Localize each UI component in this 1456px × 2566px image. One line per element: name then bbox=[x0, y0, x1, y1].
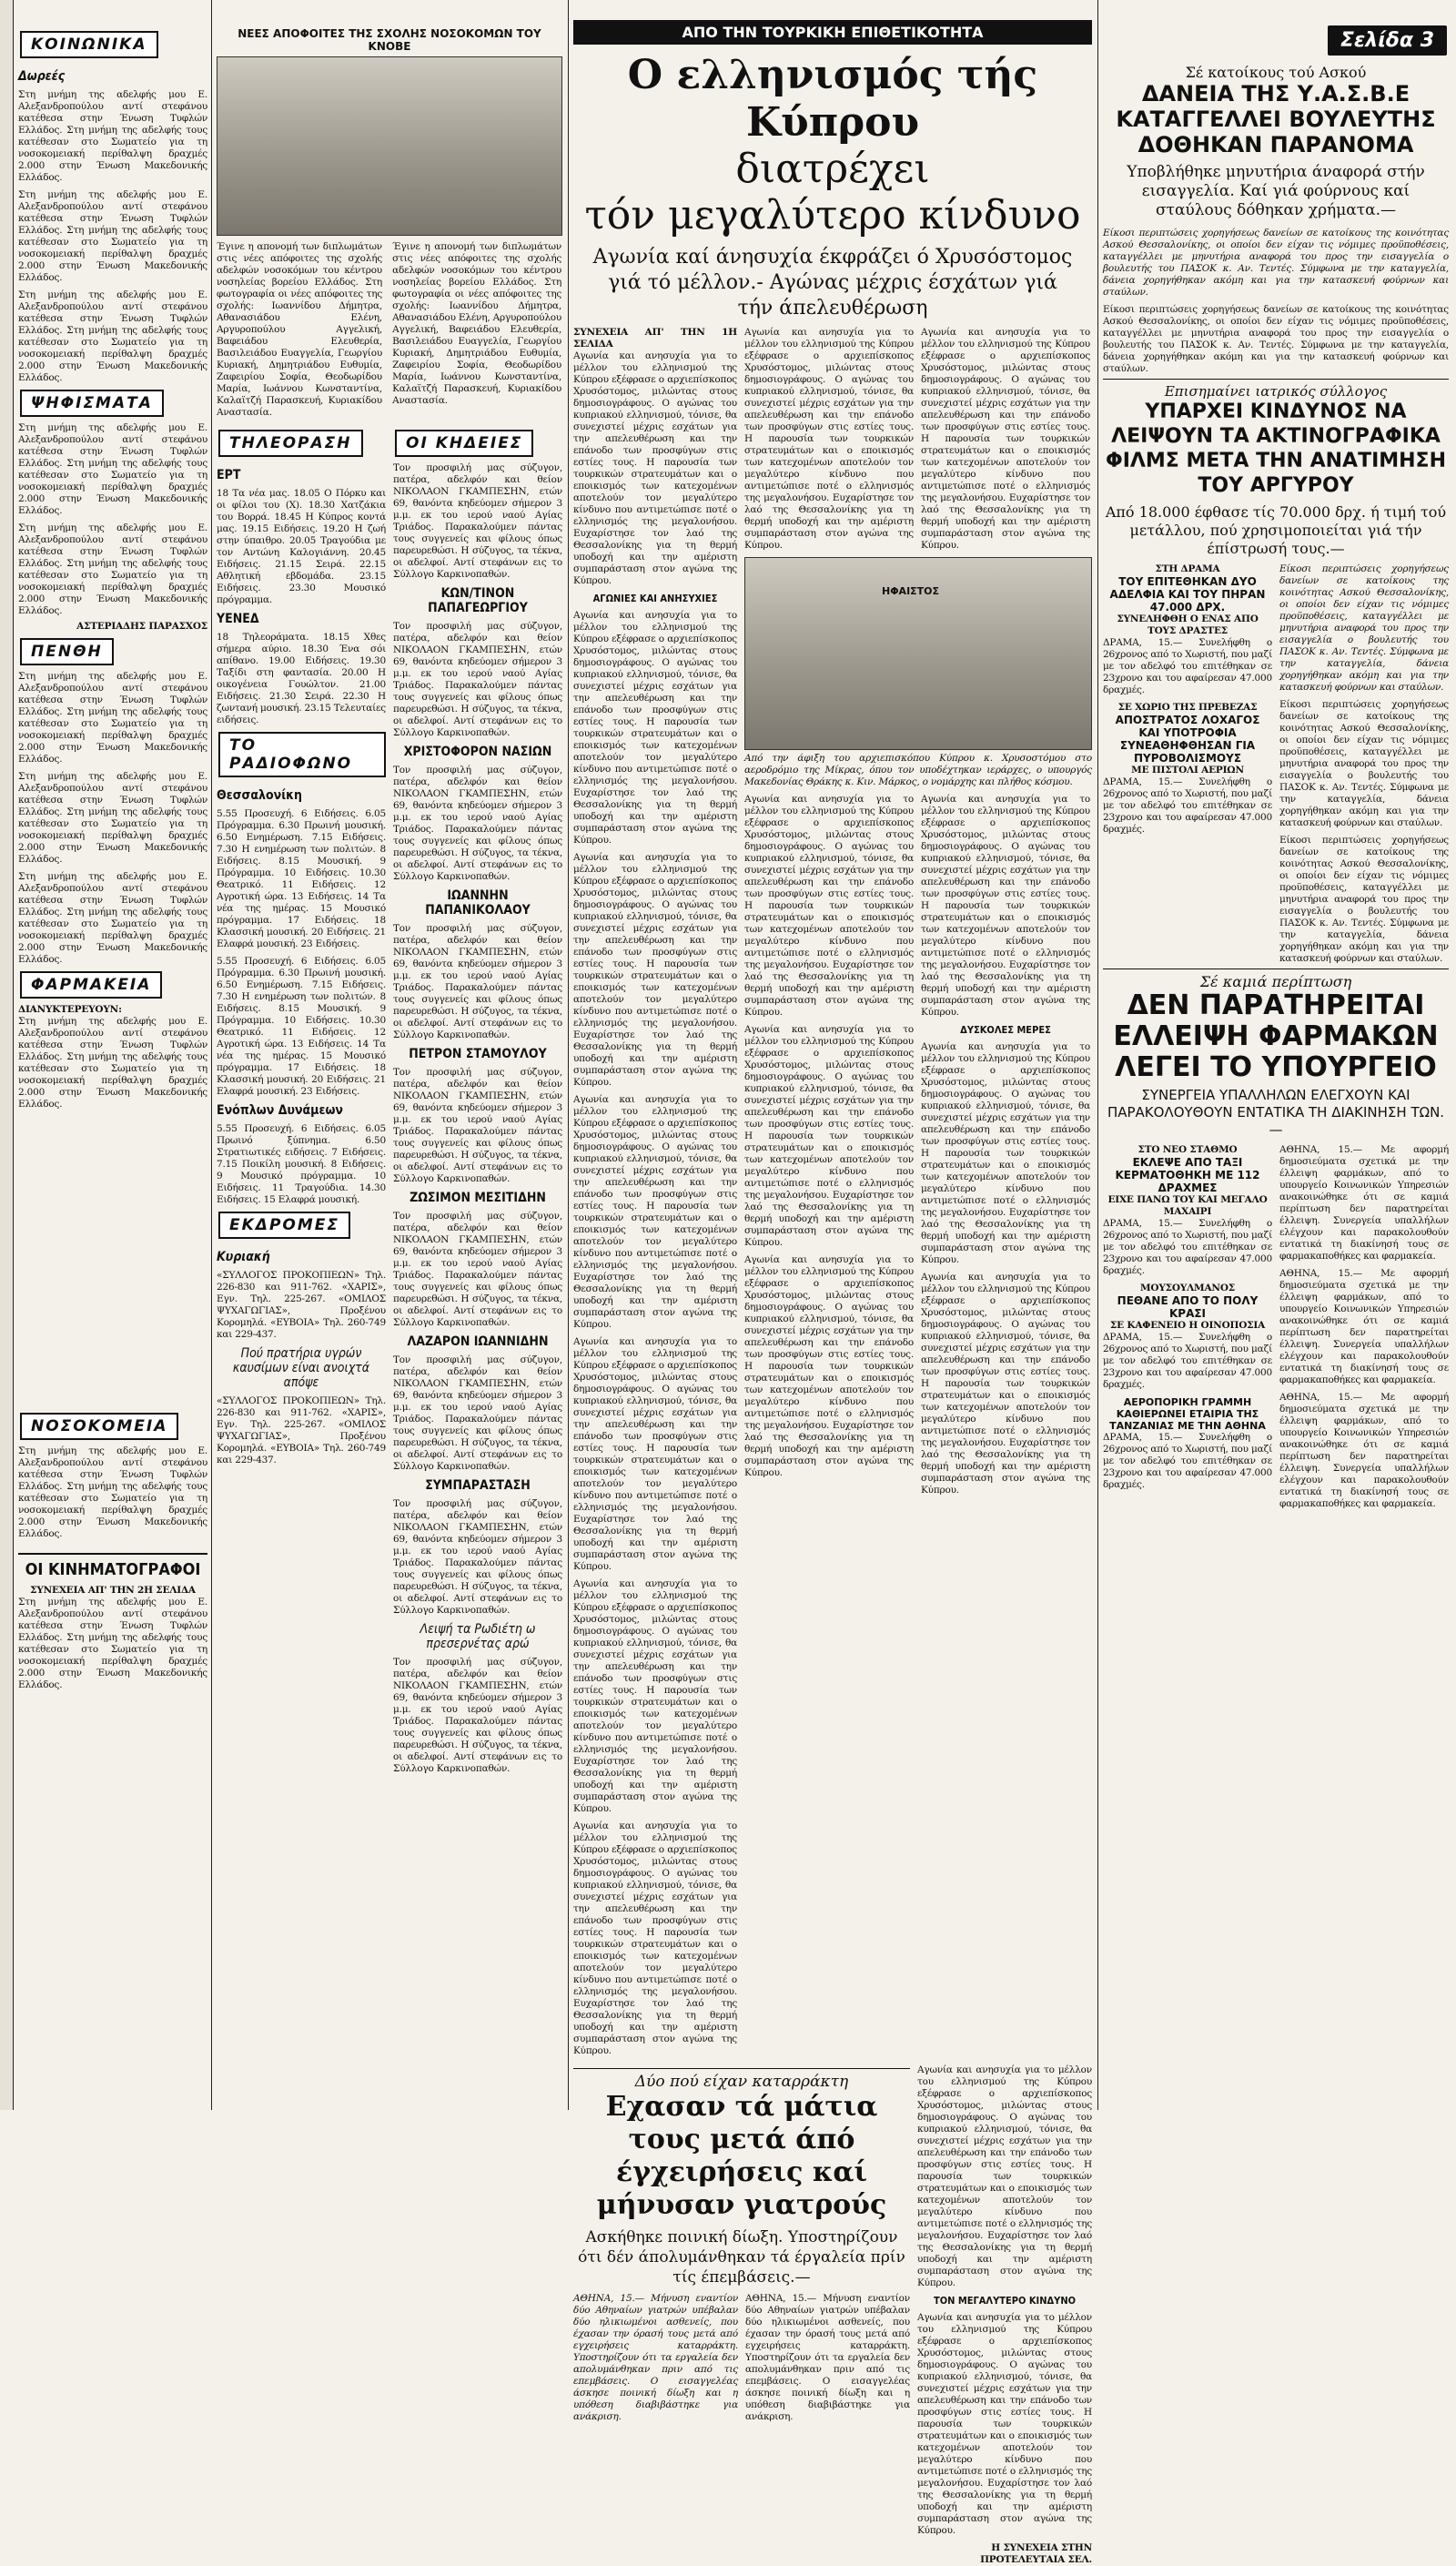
radiology-headline: ΥΠΑΡΧΕΙ ΚΙΝΔΥΝΟΣ ΝΑ ΛΕΙΨΟΥΝ ΤΑ ΑΚΤΙΝΟΓΡΑΦΙΚΑ ΦΙΛΜΣ ΜΕΤΑ ΤΗΝ ΑΝΑΤΙΜΗΣΗ ΤΟΥ ΑΡΓΥΡΟΥ bbox=[1106, 401, 1446, 497]
cyprus-body: Αγωνία και ανησυχία για το μέλλον του ελληνισμού της Κύπρου εξέφρασε ο αρχιεπίσκοπος Χρυσόστομος, μιλώντας στους δημοσιογράφους. Ο αγώνας του κυπριακού ελληνισμού, τόνισε, θα συνεχιστεί μέχρις εσχάτων για την απελευθέρωση και την επάνοδο των προσφύγων στις εστίες τους. Η παρουσία των τουρκικών στρατευμάτων και ο εποικισμός των κατεχομένων αποτελούν τον μεγαλύτερο κίνδυνο που αντιμετώπισε ποτέ ο ελληνισμός της μεγαλονήσου. Ευχαρίστησε τον λαό της Θεσσαλονίκης για τη θερμή υποδοχή και την αμέριστη συμπαράσταση στον αγώνα της Κύπρου. bbox=[573, 852, 737, 1088]
cyprus-headline-line3: τόν μεγαλύτερο κίνδυνο bbox=[584, 192, 1081, 238]
right-column bbox=[1103, 0, 1449, 2110]
funeral-name: ΧΡΙΣΤΟΦΟΡΟΝ ΝΑΣΙΩΝ bbox=[403, 745, 552, 759]
funeral-notice: Τον προσφιλή μας σύζυγον, πατέρα, αδελφόν και θείον ΝΙΚΟΛΑΟΝ ΓΚΑΜΠΕΣΗΝ, ετών 69, θανόντα κηδεύομεν σήμερον 3 μ.μ. εκ του ιερού ναού Αγίας Τριάδος. Παρακαλούμεν πάντας τους συγγενείς και φίλους όπως παρευρεθώσι. Η σύζυγος, τα τέκνα, οι αδελφοί. Αντί στεφάνων εις το Σύλλογο Καρκινοπαθών. bbox=[393, 1211, 562, 1328]
air-route-body: ΔΡΑΜΑ, 15.— Συνελήφθη ο 26χρονος από το Χωριστή, που μαζί με τον αδελφό του επιτέθηκαν σε 23χρονο και του αφαίρεσαν 47.000 δραχμές. bbox=[1103, 1432, 1272, 1490]
blind-article-deck: Ασκήθηκε ποινική δίωξη. Υποστηρίζουν ότι δέν άπολυμάνθηκαν τά έργαλεία πρίν τίς έπεμβάσεις.— bbox=[578, 2228, 905, 2287]
preveza-sub: ΜΕ ΠΙΣΤΟΛΙ ΑΕΡΙΩΝ bbox=[1131, 765, 1244, 776]
pharma-body-2: ΑΘΗΝΑ, 15.— Με αφορμή δημοσιεύματα σχετικά με την έλλειψη φαρμάκων, από το υπουργείο Κοινωνικών Υπηρεσιών ανακοινώθηκε ότι σε καμιά περίπτωση δεν παρατηρείται έλλειψη. Συνεργεία υπαλλήλων ελέγχουν και παρακολουθούν εντατικά τη διακίνησή τους σε φαρμακαποθήκες και φαρμακεία. bbox=[1279, 1268, 1449, 1385]
sympathy-body: Τον προσφιλή μας σύζυγον, πατέρα, αδελφόν και θείον ΝΙΚΟΛΑΟΝ ΓΚΑΜΠΕΣΗΝ, ετών 69, θανόντα κηδεύομεν σήμερον 3 μ.μ. εκ του ιερού ναού Αγίας Τριάδος. Παρακαλούμεν πάντας τους συγγενείς και φίλους όπως παρευρεθώσι. Η σύζυγος, τα τέκνα, οι αδελφοί. Αντί στεφάνων εις το Σύλλογο Καρκινοπαθών. bbox=[393, 1498, 562, 1616]
section-heading-hospitals: ΝΟΣΟΚΟΜΕΙΑ bbox=[20, 1413, 178, 1440]
pharma-kicker: Σέ καμιά περίπτωση bbox=[1199, 973, 1352, 990]
cyprus-subhead-hard-days: ΔΥΣΚΟΛΕΣ ΜΕΡΕΣ bbox=[960, 1024, 1051, 1036]
photo-section-body-2: Έγινε η απονομή των διπλωμάτων στις νέες απόφοιτες της σχολής αδελφών νοσοκόμων του κέντρου νοσηλείας βορείου Ελλάδος. Στη φωτογραφία οι νέες απόφοιτες της σχολής: Ιωαννίδου Δήμητρα, Αθανασιάδου Ελένη, Αργυροπούλου Αγγελική, Βαφειάδου Ελευθερία, Βασιλειάδου Ευαγγελία, Γεωργίου Κυριακή, Δημητριάδου Ευθυμία, Ζαφειρίου Σοφία, Θεοδωρίδου Μαρία, Ιωάννου Κωνσταντίνα, Καλαϊτζή Παρασκευή, Κυριακίδου Αναστασία. bbox=[392, 241, 562, 406]
page-number-badge: Σελίδα 3 bbox=[1328, 25, 1447, 56]
radio-sub-thessaloniki: Θεσσαλονίκη bbox=[217, 788, 303, 803]
muslim-sub: ΣΕ ΚΑΦΕΝΕΙΟ Η ΟΙΝΟΠΟΣΙΑ bbox=[1109, 1320, 1266, 1331]
funeral-notice: Τον προσφιλή μας σύζυγον, πατέρα, αδελφόν και θείον ΝΙΚΟΛΑΟΝ ΓΚΑΜΠΕΣΗΝ, ετών 69, θανόντα κηδεύομεν σήμερον 3 μ.μ. εκ του ιερού ναού Αγίας Τριάδος. Παρακαλούμεν πάντας τους συγγενείς και φίλους όπως παρευρεθώσι. Η σύζυγος, τα τέκνα, οι αδελφοί. Αντί στεφάνων εις το Σύλλογο Καρκινοπαθών. bbox=[393, 923, 562, 1040]
cinemas-heading: ΟΙ ΚΙΝΗΜΑΤΟΓΡΑΦΟΙ bbox=[18, 1553, 207, 1579]
photo-section-body: Έγινε η απονομή των διπλωμάτων στις νέες απόφοιτες της σχολής αδελφών νοσοκόμων του κέντρου νοσηλείας βορείου Ελλάδος. Στη φωτογραφία οι νέες απόφοιτες της σχολής: Ιωαννίδου Δήμητρα, Αθανασιάδου Ελένη, Αργυροπούλου Αγγελική, Βαφειάδου Ελευθερία, Βασιλειάδου Ευαγγελία, Γεωργίου Κυριακή, Δημητριάδου Ευθυμία, Ζαφειρίου Σοφία, Θεοδωρίδου Μαρία, Ιωάννου Κωνσταντίνα, Καλαϊτζή Παρασκευή, Κυριακίδου Αναστασία. bbox=[217, 241, 382, 418]
radio-armed-forces-body: 5.55 Προσευχή. 6 Ειδήσεις. 6.05 Πρωινό ξύπνημα. 6.50 Στρατιωτικές ειδήσεις. 7 Ειδήσεις. 7.15 Ποικίλη μουσική. 8 Ειδήσεις. 9 Μουσικό πρόγραμμα. 10 Ειδήσεις. 11 Τραγούδια. 14.30 Ειδήσεις. 15 Ελαφρά μουσική. bbox=[217, 1123, 386, 1205]
radiology-deck: Από 18.000 έφθασε τίς 70.000 δρχ. ή τιμή τού μετάλλου, πού χρησιμοποιείται γιά τήν έπίστρωσή τους.— bbox=[1105, 503, 1447, 557]
funeral-notice: Τον προσφιλή μας σύζυγον, πατέρα, αδελφόν και θείον ΝΙΚΟΛΑΟΝ ΓΚΑΜΠΕΣΗΝ, ετών 69, θανόντα κηδεύομεν σήμερον 3 μ.μ. εκ του ιερού ναού Αγίας Τριάδος. Παρακαλούμεν πάντας τους συγγενείς και φίλους όπως παρευρεθώσι. Η σύζυγος, τα τέκνα, οι αδελφοί. Αντί στεφάνων εις το Σύλλογο Καρκινοπαθών. bbox=[393, 621, 562, 738]
blind-article-body-2: ΑΘΗΝΑ, 15.— Μήνυση εναντίον δύο Αθηναίων γιατρών υπέβαλαν δύο ηλικιωμένοι ασθενείς, που έχασαν την όρασή τους μετά από εγχειρήσεις καταρράκτη. Υποστηρίζουν ότι τα εργαλεία δεν απολυμάνθηκαν πριν από τις επεμβάσεις. Ο εισαγγελέας άσκησε ποινική δίωξη και η υπόθεση διαβιβάστηκε για ανάκριση. bbox=[745, 2293, 910, 2422]
section-heading-resolutions: ΨΗΦΙΣΜΑΤΑ bbox=[20, 390, 164, 417]
cyprus-body: Αγωνία και ανησυχία για το μέλλον του ελληνισμού της Κύπρου εξέφρασε ο αρχιεπίσκοπος Χρυσόστομος, μιλώντας στους δημοσιογράφους. Ο αγώνας του κυπριακού ελληνισμού, τόνισε, θα συνεχιστεί μέχρις εσχάτων για την απελευθέρωση και την επάνοδο των προσφύγων στις εστίες τους. Η παρουσία των τουρκικών στρατευμάτων και ο εποικισμός των κατεχομένων αποτελούν τον μεγαλύτερο κίνδυνο που αντιμετώπισε ποτέ ο ελληνισμός της μεγαλονήσου. Ευχαρίστησε τον λαό της Θεσσαλονίκης για τη θερμή υποδοχή και την αμέριστη συμπαράσταση στον αγώνα της Κύπρου. bbox=[573, 350, 737, 586]
photo-caption-heading: ΝΕΕΣ ΑΠΟΦΟΙΤΕΣ ΤΗΣ ΣΧΟΛΗΣ ΝΟΣΟΚΟΜΩΝ ΤΟΥ ΚΝΟΒΕ bbox=[238, 27, 541, 53]
cyprus-continued: ΣΥΝΕΧΕΙΑ ΑΠ' ΤΗΝ 1Η ΣΕΛΙΔΑ bbox=[573, 327, 737, 350]
sympathy-heading: ΣΥΜΠΑΡΑΣΤΑΣΗ bbox=[425, 1478, 531, 1493]
cyprus-subhead-worries: ΑΓΩΝΙΕΣ ΚΑΙ ΑΝΗΣΥΧΙΕΣ bbox=[592, 593, 718, 604]
resolutions-body-2: Στη μνήμη της αδελφής μου Ε. Αλεξανδροπούλου αντί στεφάνου κατέθεσα στην Ένωση Τυφλών Ελλάδος. Στη μνήμη της αδελφής τους κατέθεσαν στο Σωματείο για τη νοσοκομειακή περίθαλψη δραχμές 2.000 στην Ένωση Μακεδονικής Ελλάδος. bbox=[18, 522, 207, 616]
funeral-notice: Τον προσφιλή μας σύζυγον, πατέρα, αδελφόν και θείον ΝΙΚΟΛΑΟΝ ΓΚΑΜΠΕΣΗΝ, ετών 69, θανόντα κηδεύομεν σήμερον 3 μ.μ. εκ του ιερού ναού Αγίας Τριάδος. Παρακαλούμεν πάντας τους συγγενείς και φίλους όπως παρευρεθώσι. Η σύζυγος, τα τέκνα, οι αδελφοί. Αντί στεφάνων εις το Σύλλογο Καρκινοπαθών. bbox=[393, 462, 562, 580]
mourning-body-3: Στη μνήμη της αδελφής μου Ε. Αλεξανδροπούλου αντί στεφάνου κατέθεσα στην Ένωση Τυφλών Ελλάδος. Στη μνήμη της αδελφής τους κατέθεσαν στο Σωματείο για τη νοσοκομειακή περίθαλψη δραχμές 2.000 στην Ένωση Μακεδονικής Ελλάδος. bbox=[18, 871, 207, 965]
muslim-headline: ΠΕΘΑΝΕ ΑΠΟ ΤΟ ΠΟΛΥ ΚΡΑΣΙ bbox=[1117, 1294, 1259, 1320]
cinemas-body: Στη μνήμη της αδελφής μου Ε. Αλεξανδροπούλου αντί στεφάνου κατέθεσα στην Ένωση Τυφλών Ελλάδος. Στη μνήμη της αδελφής τους κατέθεσαν στο Σωματείο για τη νοσοκομειακή περίθαλψη δραχμές 2.000 στην Ένωση Μακεδονικής Ελλάδος. bbox=[18, 1597, 207, 1690]
resolutions-signature: ΑΣΤΕΡΙΑΔΗΣ ΠΑΡΑΣΧΟΣ bbox=[76, 621, 207, 632]
cyprus-body: Αγωνία και ανησυχία για το μέλλον του ελληνισμού της Κύπρου εξέφρασε ο αρχιεπίσκοπος Χρυσόστομος, μιλώντας στους δημοσιογράφους. Ο αγώνας του κυπριακού ελληνισμού, τόνισε, θα συνεχιστεί μέχρις εσχάτων για την απελευθέρωση και την επάνοδο των προσφύγων στις εστίες τους. Η παρουσία των τουρκικών στρατευμάτων και ο εποικισμός των κατεχομένων αποτελούν τον μεγαλύτερο κίνδυνο που αντιμετώπισε ποτέ ο ελληνισμός της μεγαλονήσου. Ευχαρίστησε τον λαό της Θεσσαλονίκης για τη θερμή υποδοχή και την αμέριστη συμπαράσταση στον αγώνα της Κύπρου. bbox=[921, 794, 1090, 1018]
excursions-body: «ΣΥΛΛΟΓΟΣ ΠΡΟΚΟΠΙΕΩΝ» Τηλ. 226-830 και 911-762. «ΧΑΡΙΣ», Εγν. Τηλ. 225-267. «ΟΜΙΛΟΣ ΨΥΧΑΓΩΓΙΑΣ», Προξένου Κορομηλά. «ΕΥΒΟΙΑ» Τηλ. 260-749 και 229-437. bbox=[217, 1270, 386, 1340]
funeral-name: ΛΑΖΑΡΟΝ ΙΩΑΝΝΙΔΗΝ bbox=[407, 1334, 549, 1349]
section-heading-social: ΚΟΙΝΩΝΙΚΑ bbox=[20, 31, 158, 58]
muslim-kicker: ΜΟΥΣΟΥΛΜΑΝΟΣ bbox=[1139, 1283, 1235, 1293]
station-kicker: ΣΤΟ ΝΕΟ ΣΤΑΘΜΟ bbox=[1138, 1144, 1238, 1155]
middle-left-column bbox=[217, 0, 562, 2110]
pharmacies-subheading: ΔΙΑΝΥΚΤΕΡΕΥΟΥΝ: bbox=[18, 1004, 122, 1015]
radiology-body-3: Είκοσι περιπτώσεις χορηγήσεως δανείων σε κατοίκους της κοινότητας Ασκού Θεσσαλονίκης, οι οποίοι δεν είχαν τις νόμιμες προϋποθέσεις, καταγγέλλει με μηνυτήρια αναφορά του προς την εισαγγελία ο βουλευτής του ΠΑΣΟΚ κ. Αν. Τεντές. Σύμφωνα με την καταγγελία, δάνεια χορηγήθηκαν ακόμη και για την κατασκευή φούρνων και σταύλων. bbox=[1279, 835, 1449, 964]
radio-thessaloniki-body: 5.55 Προσευχή. 6 Ειδήσεις. 6.05 Πρόγραμμα. 6.30 Πρωινή μουσική. 6.50 Ενημέρωση. 7.15 Ειδήσεις. 7.30 Η ενημέρωση των πολιτών. 8 Ειδήσεις. 8.15 Μουσική. 9 Πρόγραμμα. 10 Ειδήσεις. 10.30 Θεατρικό. 11 Ειδήσεις. 12 Αγροτική ώρα. 13 Ειδήσεις. 14 Τα νέα της ημέρας. 15 Μουσικό πρόγραμμα. 17 Ειδήσεις. 18 Κλασσική μουσική. 20 Ειδήσεις. 21 Ελαφρά μουσική. 23 Ειδήσεις. bbox=[217, 808, 386, 949]
preveza-kicker: ΣΕ ΧΩΡΙΟ ΤΗΣ ΠΡΕΒΕΖΑΣ bbox=[1117, 702, 1258, 713]
pharmacies-list: Στη μνήμη της αδελφής μου Ε. Αλεξανδροπούλου αντί στεφάνου κατέθεσα στην Ένωση Τυφλών Ελλάδος. Στη μνήμη της αδελφής τους κατέθεσαν στο Σωματείο για τη νοσοκομειακή περίθαλψη δραχμές 2.000 στην Ένωση Μακεδονικής Ελλάδος. bbox=[18, 1016, 207, 1110]
resolutions-body: Στη μνήμη της αδελφής μου Ε. Αλεξανδροπούλου αντί στεφάνου κατέθεσα στην Ένωση Τυφλών Ελλάδος. Στη μνήμη της αδελφής τους κατέθεσαν στο Σωματείο για τη νοσοκομειακή περίθαλψη δραχμές 2.000 στην Ένωση Μακεδονικής Ελλάδος. bbox=[18, 422, 207, 516]
funeral-name: ΙΩΑΝΝΗΝ ΠΑΠΑΝΙΚΟΛΑΟΥ bbox=[425, 888, 531, 918]
tv-yened-body: 18 Τηλεοράματα. 18.15 Χθες σήμερα αύριο. 18.30 Ένα σόι απίθανο. 19.00 Ειδήσεις. 19.30 Ταξίδι στη φαντασία. 20.00 Η οικογένεια Γουώλτον. 21.00 Ειδήσεις. 21.30 Σειρά. 22.30 Η ζωντανή μουσική. 23.15 Τελευταίες ειδήσεις. bbox=[217, 632, 386, 725]
radio-thessaloniki-body-2: 5.55 Προσευχή. 6 Ειδήσεις. 6.05 Πρόγραμμα. 6.30 Πρωινή μουσική. 6.50 Ενημέρωση. 7.15 Ειδήσεις. 7.30 Η ενημέρωση των πολιτών. 8 Ειδήσεις. 8.15 Μουσική. 9 Πρόγραμμα. 10 Ειδήσεις. 10.30 Θεατρικό. 11 Ειδήσεις. 12 Αγροτική ώρα. 13 Ειδήσεις. 14 Τα νέα της ημέρας. 15 Μουσικό πρόγραμμα. 17 Ειδήσεις. 18 Κλασσική μουσική. 20 Ειδήσεις. 21 Ελαφρά μουσική. 23 Ειδήσεις. bbox=[217, 956, 386, 1097]
blind-article-headline: Εχασαν τά μάτια τους μετά άπό έγχειρήσεις καί μήνυσαν γιατρούς bbox=[596, 2091, 887, 2221]
photo-sign-label: ΗΦΑΙΣΤΟΣ bbox=[882, 585, 940, 597]
column-rule bbox=[13, 0, 14, 2110]
column-rule bbox=[1097, 0, 1098, 2110]
cyprus-body: Αγωνία και ανησυχία για το μέλλον του ελληνισμού της Κύπρου εξέφρασε ο αρχιεπίσκοπος Χρυσόστομος, μιλώντας στους δημοσιογράφους. Ο αγώνας του κυπριακού ελληνισμού, τόνισε, θα συνεχιστεί μέχρις εσχάτων για την απελευθέρωση και την επάνοδο των προσφύγων στις εστίες τους. Η παρουσία των τουρκικών στρατευμάτων και ο εποικισμός των κατεχομένων αποτελούν τον μεγαλύτερο κίνδυνο που αντιμετώπισε ποτέ ο ελληνισμός της μεγαλονήσου. Ευχαρίστησε τον λαό της Θεσσαλονίκης για τη θερμή υποδοχή και την αμέριστη συμπαράσταση στον αγώνα της Κύπρου. bbox=[573, 1336, 737, 1572]
hospitals-body: Στη μνήμη της αδελφής μου Ε. Αλεξανδροπούλου αντί στεφάνου κατέθεσα στην Ένωση Τυφλών Ελλάδος. Στη μνήμη της αδελφής τους κατέθεσαν στο Σωματείο για τη νοσοκομειακή περίθαλψη δραχμές 2.000 στην Ένωση Μακεδονικής Ελλάδος. bbox=[18, 1445, 207, 1539]
cyprus-body: Αγωνία και ανησυχία για το μέλλον του ελληνισμού της Κύπρου εξέφρασε ο αρχιεπίσκοπος Χρυσόστομος, μιλώντας στους δημοσιογράφους. Ο αγώνας του κυπριακού ελληνισμού, τόνισε, θα συνεχιστεί μέχρις εσχάτων για την απελευθέρωση και την επάνοδο των προσφύγων στις εστίες τους. Η παρουσία των τουρκικών στρατευμάτων και ο εποικισμός των κατεχομένων αποτελούν τον μεγαλύτερο κίνδυνο που αντιμετώπισε ποτέ ο ελληνισμός της μεγαλονήσου. Ευχαρίστησε τον λαό της Θεσσαλονίκης για τη θερμή υποδοχή και την αμέριστη συμπαράσταση στον αγώνα της Κύπρου. bbox=[744, 327, 914, 551]
social-body-3: Στη μνήμη της αδελφής μου Ε. Αλεξανδροπούλου αντί στεφάνου κατέθεσα στην Ένωση Τυφλών Ελλάδος. Στη μνήμη της αδελφής τους κατέθεσαν στο Σωματείο για τη νοσοκομειακή περίθαλψη δραχμές 2.000 στην Ένωση Μακεδονικής Ελλάδος. bbox=[18, 289, 207, 383]
cyprus-body: Αγωνία και ανησυχία για το μέλλον του ελληνισμού της Κύπρου εξέφρασε ο αρχιεπίσκοπος Χρυσόστομος, μιλώντας στους δημοσιογράφους. Ο αγώνας του κυπριακού ελληνισμού, τόνισε, θα συνεχιστεί μέχρις εσχάτων για την απελευθέρωση και την επάνοδο των προσφύγων στις εστίες τους. Η παρουσία των τουρκικών στρατευμάτων και ο εποικισμός των κατεχομένων αποτελούν τον μεγαλύτερο κίνδυνο που αντιμετώπισε ποτέ ο ελληνισμός της μεγαλονήσου. Ευχαρίστησε τον λαό της Θεσσαλονίκης για τη θερμή υποδοχή και την αμέριστη συμπαράσταση στον αγώνα της Κύπρου. bbox=[573, 610, 737, 846]
excursions-sub: Κυριακή bbox=[217, 1250, 270, 1264]
column-rule bbox=[568, 0, 569, 2110]
cinemas-continued: ΣΥΝΕΧΕΙΑ ΑΠ' ΤΗΝ 2Η ΣΕΛΙΔΑ bbox=[30, 1585, 196, 1596]
pharma-headline: ΔΕΝ ΠΑΡΑΤΗΡΕΙΤΑΙ ΕΛΛΕΙΨΗ ΦΑΡΜΑΚΩΝ ΛΕΓΕΙ ΤΟ ΥΠΟΥΡΓΕΙΟ bbox=[1113, 989, 1439, 1083]
cyprus-body: Αγωνία και ανησυχία για το μέλλον του ελληνισμού της Κύπρου εξέφρασε ο αρχιεπίσκοπος Χρυσόστομος, μιλώντας στους δημοσιογράφους. Ο αγώνας του κυπριακού ελληνισμού, τόνισε, θα συνεχιστεί μέχρις εσχάτων για την απελευθέρωση και την επάνοδο των προσφύγων στις εστίες τους. Η παρουσία των τουρκικών στρατευμάτων και ο εποικισμός των κατεχομένων αποτελούν τον μεγαλύτερο κίνδυνο που αντιμετώπισε ποτέ ο ελληνισμός της μεγαλονήσου. Ευχαρίστησε τον λαό της Θεσσαλονίκης για τη θερμή υποδοχή και την αμέριστη συμπαράσταση στον αγώνα της Κύπρου. bbox=[573, 1094, 737, 1330]
funeral-name: ΖΩΣΙΜΟΝ ΜΕΣΙΤΙΔΗΝ bbox=[410, 1191, 546, 1205]
funeral-name: ΠΕΤΡΟΝ ΣΤΑΜΟΥΛΟΥ bbox=[409, 1047, 547, 1061]
cyprus-body: Αγωνία και ανησυχία για το μέλλον του ελληνισμού της Κύπρου εξέφρασε ο αρχιεπίσκοπος Χρυσόστομος, μιλώντας στους δημοσιογράφους. Ο αγώνας του κυπριακού ελληνισμού, τόνισε, θα συνεχιστεί μέχρις εσχάτων για την απελευθέρωση και την επάνοδο των προσφύγων στις εστίες τους. Η παρουσία των τουρκικών στρατευμάτων και ο εποικισμός των κατεχομένων αποτελούν τον μεγαλύτερο κίνδυνο που αντιμετώπισε ποτέ ο ελληνισμός της μεγαλονήσου. Ευχαρίστησε τον λαό της Θεσσαλονίκης για τη θερμή υποδοχή και την αμέριστη συμπαράσταση στον αγώνα της Κύπρου. bbox=[573, 1821, 737, 2056]
station-sub: ΕΙΧΕ ΠΑΝΩ ΤΟΥ ΚΑΙ ΜΕΓΑΛΟ ΜΑΧΑΙΡΙ bbox=[1107, 1194, 1268, 1217]
cyprus-subhead-biggest-danger: ΤΟΝ ΜΕΓΑΛΥΤΕΡΟ ΚΙΝΔΥΝΟ bbox=[933, 2295, 1077, 2307]
drama-sub: ΣΥΝΕΛΗΦΘΗ Ο ΕΝΑΣ ΑΠΟ ΤΟΥΣ ΔΡΑΣΤΕΣ bbox=[1117, 614, 1259, 636]
mourning-body: Στη μνήμη της αδελφής μου Ε. Αλεξανδροπούλου αντί στεφάνου κατέθεσα στην Ένωση Τυφλών Ελλάδος. Στη μνήμη της αδελφής τους κατέθεσαν στο Σωματείο για τη νοσοκομειακή περίθαλψη δραχμές 2.000 στην Ένωση Μακεδονικής Ελλάδος. bbox=[18, 671, 207, 765]
loans-body: Είκοσι περιπτώσεις χορηγήσεως δανείων σε κατοίκους της κοινότητας Ασκού Θεσσαλονίκης, οι οποίοι δεν είχαν τις νόμιμες προϋποθέσεις, καταγγέλλει με μηνυτήρια αναφορά του προς την εισαγγελία ο βουλευτής του ΠΑΣΟΚ κ. Αν. Τεντές. Σύμφωνα με την καταγγελία, δάνεια χορηγήθηκαν ακόμη και για την κατασκευή φούρνων και σταύλων. bbox=[1103, 228, 1449, 298]
cyprus-body: Αγωνία και ανησυχία για το μέλλον του ελληνισμού της Κύπρου εξέφρασε ο αρχιεπίσκοπος Χρυσόστομος, μιλώντας στους δημοσιογράφους. Ο αγώνας του κυπριακού ελληνισμού, τόνισε, θα συνεχιστεί μέχρις εσχάτων για την απελευθέρωση και την επάνοδο των προσφύγων στις εστίες τους. Η παρουσία των τουρκικών στρατευμάτων και ο εποικισμός των κατεχομένων αποτελούν τον μεγαλύτερο κίνδυνο που αντιμετώπισε ποτέ ο ελληνισμός της μεγαλονήσου. Ευχαρίστησε τον λαό της Θεσσαλονίκης για τη θερμή υποδοχή και την αμέριστη συμπαράσταση στον αγώνα της Κύπρου. bbox=[917, 2064, 1092, 2288]
funeral-name: ΚΩΝ/ΤΙΝΟΝ ΠΑΠΑΓΕΩΡΓΙΟΥ bbox=[428, 586, 528, 615]
radiology-body: Είκοσι περιπτώσεις χορηγήσεως δανείων σε κατοίκους της κοινότητας Ασκού Θεσσαλονίκης, οι οποίοι δεν είχαν τις νόμιμες προϋποθέσεις, καταγγέλλει με μηνυτήρια αναφορά του προς την εισαγγελία ο βουλευτής του ΠΑΣΟΚ κ. Αν. Τεντές. Σύμφωνα με την καταγγελία, δάνεια χορηγήθηκαν ακόμη και για την κατασκευή φούρνων και σταύλων. bbox=[1279, 563, 1449, 693]
cyprus-article bbox=[573, 0, 1092, 2565]
tv-channel-yened: ΥΕΝΕΔ bbox=[217, 612, 259, 626]
funeral-notice: Τον προσφιλή μας σύζυγον, πατέρα, αδελφόν και θείον ΝΙΚΟΛΑΟΝ ΓΚΑΜΠΕΣΗΝ, ετών 69, θανόντα κηδεύομεν σήμερον 3 μ.μ. εκ του ιερού ναού Αγίας Τριάδος. Παρακαλούμεν πάντας τους συγγενείς και φίλους όπως παρευρεθώσι. Η σύζυγος, τα τέκνα, οι αδελφοί. Αντί στεφάνων εις το Σύλλογο Καρκινοπαθών. bbox=[393, 765, 562, 882]
radiology-body-2: Είκοσι περιπτώσεις χορηγήσεως δανείων σε κατοίκους της κοινότητας Ασκού Θεσσαλονίκης, οι οποίοι δεν είχαν τις νόμιμες προϋποθέσεις, καταγγέλλει με μηνυτήρια αναφορά του προς την εισαγγελία ο βουλευτής του ΠΑΣΟΚ κ. Αν. Τεντές. Σύμφωνα με την καταγγελία, δάνεια χορηγήθηκαν ακόμη και για την κατασκευή φούρνων και σταύλων. bbox=[1279, 699, 1449, 828]
note-heading: Λειψή τα Ρωδιέτη ω πρεσερνέτας αρώ bbox=[420, 1622, 536, 1651]
loans-body-2: Είκοσι περιπτώσεις χορηγήσεως δανείων σε κατοίκους της κοινότητας Ασκού Θεσσαλονίκης, οι οποίοι δεν είχαν τις νόμιμες προϋποθέσεις, καταγγέλλει με μηνυτήρια αναφορά του προς την εισαγγελία ο βουλευτής του ΠΑΣΟΚ κ. Αν. Τεντές. Σύμφωνα με την καταγγελία, δάνεια χορηγήθηκαν ακόμη και για την κατασκευή φούρνων και σταύλων. bbox=[1103, 304, 1449, 374]
cyprus-body: Αγωνία και ανησυχία για το μέλλον του ελληνισμού της Κύπρου εξέφρασε ο αρχιεπίσκοπος Χρυσόστομος, μιλώντας στους δημοσιογράφους. Ο αγώνας του κυπριακού ελληνισμού, τόνισε, θα συνεχιστεί μέχρις εσχάτων για την απελευθέρωση και την επάνοδο των προσφύγων στις εστίες τους. Η παρουσία των τουρκικών στρατευμάτων και ο εποικισμός των κατεχομένων αποτελούν τον μεγαλύτερο κίνδυνο που αντιμετώπισε ποτέ ο ελληνισμός της μεγαλονήσου. Ευχαρίστησε τον λαό της Θεσσαλονίκης για τη θερμή υποδοχή και την αμέριστη συμπαράσταση στον αγώνα της Κύπρου. bbox=[921, 327, 1090, 551]
station-body: ΔΡΑΜΑ, 15.— Συνελήφθη ο 26χρονος από το Χωριστή, που μαζί με τον αδελφό του επιτέθηκαν σε 23χρονο και του αφαίρεσαν 47.000 δραχμές. bbox=[1103, 1218, 1272, 1276]
cyprus-body: Αγωνία και ανησυχία για το μέλλον του ελληνισμού της Κύπρου εξέφρασε ο αρχιεπίσκοπος Χρυσόστομος, μιλώντας στους δημοσιογράφους. Ο αγώνας του κυπριακού ελληνισμού, τόνισε, θα συνεχιστεί μέχρις εσχάτων για την απελευθέρωση και την επάνοδο των προσφύγων στις εστίες τους. Η παρουσία των τουρκικών στρατευμάτων και ο εποικισμός των κατεχομένων αποτελούν τον μεγαλύτερο κίνδυνο που αντιμετώπισε ποτέ ο ελληνισμός της μεγαλονήσου. Ευχαρίστησε τον λαό της Θεσσαλονίκης για τη θερμή υποδοχή και την αμέριστη συμπαράσταση στον αγώνα της Κύπρου. bbox=[921, 1041, 1090, 1265]
section-heading-tv: ΤΗΛΕΟΡΑΣΗ bbox=[218, 430, 363, 457]
loans-kicker: Σέ κατοίκους τού Ασκού bbox=[1185, 64, 1367, 81]
nurse-graduates-photo bbox=[217, 56, 562, 236]
cyprus-body: Αγωνία και ανησυχία για το μέλλον του ελληνισμού της Κύπρου εξέφρασε ο αρχιεπίσκοπος Χρυσόστομος, μιλώντας στους δημοσιογράφους. Ο αγώνας του κυπριακού ελληνισμού, τόνισε, θα συνεχιστεί μέχρις εσχάτων για την απελευθέρωση και την επάνοδο των προσφύγων στις εστίες τους. Η παρουσία των τουρκικών στρατευμάτων και ο εποικισμός των κατεχομένων αποτελούν τον μεγαλύτερο κίνδυνο που αντιμετώπισε ποτέ ο ελληνισμός της μεγαλονήσου. Ευχαρίστησε τον λαό της Θεσσαλονίκης για τη θερμή υποδοχή και την αμέριστη συμπαράσταση στον αγώνα της Κύπρου. bbox=[917, 2312, 1092, 2536]
cyprus-deck: Αγωνία καί άνησυχία έκφράζει ό Χρυσόστομος γιά τό μέλλον.- Αγώνας μέχρις έσχάτων γιά τήν άπελευθέρωση bbox=[592, 246, 1073, 319]
column-rule bbox=[211, 0, 212, 2110]
pharma-deck: ΣΥΝΕΡΓΕΙΑ ΥΠΑΛΛΗΛΩΝ ΕΛΕΓΧΟΥΝ ΚΑΙ ΠΑΡΑΚΟΛΟΥΘΟΥΝ ΕΝΤΑΤΙΚΑ ΤΗ ΔΙΑΚΙΝΗΣΗ ΤΩΝ.— bbox=[1107, 1087, 1445, 1138]
adjacent-page-strip bbox=[0, 0, 13, 2110]
cyprus-body: Αγωνία και ανησυχία για το μέλλον του ελληνισμού της Κύπρου εξέφρασε ο αρχιεπίσκοπος Χρυσόστομος, μιλώντας στους δημοσιογράφους. Ο αγώνας του κυπριακού ελληνισμού, τόνισε, θα συνεχιστεί μέχρις εσχάτων για την απελευθέρωση και την επάνοδο των προσφύγων στις εστίες τους. Η παρουσία των τουρκικών στρατευμάτων και ο εποικισμός των κατεχομένων αποτελούν τον μεγαλύτερο κίνδυνο που αντιμετώπισε ποτέ ο ελληνισμός της μεγαλονήσου. Ευχαρίστησε τον λαό της Θεσσαλονίκης για τη θερμή υποδοχή και την αμέριστη συμπαράσταση στον αγώνα της Κύπρου. bbox=[744, 1254, 914, 1478]
drama-headline: ΤΟΥ ΕΠΙΤΕΘΗΚΑΝ ΔΥΟ ΑΔΕΛΦΙΑ ΚΑΙ ΤΟΥ ΠΗΡΑΝ 47.000 ΔΡΧ. bbox=[1109, 575, 1266, 614]
blind-article-kicker: Δύο πού είχαν καταρράκτη bbox=[634, 2073, 849, 2091]
section-heading-funerals: ΟΙ ΚΗΔΕΙΕΣ bbox=[395, 430, 533, 457]
drama-body: ΔΡΑΜΑ, 15.— Συνελήφθη ο 26χρονος από το Χωριστή, που μαζί με τον αδελφό του επιτέθηκαν σε 23χρονο και του αφαίρεσαν 47.000 δραχμές. bbox=[1103, 637, 1272, 695]
mourning-body-2: Στη μνήμη της αδελφής μου Ε. Αλεξανδροπούλου αντί στεφάνου κατέθεσα στην Ένωση Τυφλών Ελλάδος. Στη μνήμη της αδελφής τους κατέθεσαν στο Σωματείο για τη νοσοκομειακή περίθαλψη δραχμές 2.000 στην Ένωση Μακεδονικής Ελλάδος. bbox=[18, 771, 207, 865]
cyprus-body: Αγωνία και ανησυχία για το μέλλον του ελληνισμού της Κύπρου εξέφρασε ο αρχιεπίσκοπος Χρυσόστομος, μιλώντας στους δημοσιογράφους. Ο αγώνας του κυπριακού ελληνισμού, τόνισε, θα συνεχιστεί μέχρις εσχάτων για την απελευθέρωση και την επάνοδο των προσφύγων στις εστίες τους. Η παρουσία των τουρκικών στρατευμάτων και ο εποικισμός των κατεχομένων αποτελούν τον μεγαλύτερο κίνδυνο που αντιμετώπισε ποτέ ο ελληνισμός της μεγαλονήσου. Ευχαρίστησε τον λαό της Θεσσαλονίκης για τη θερμή υποδοχή και την αμέριστη συμπαράσταση στον αγώνα της Κύπρου. bbox=[744, 1024, 914, 1248]
cyprus-body: Αγωνία και ανησυχία για το μέλλον του ελληνισμού της Κύπρου εξέφρασε ο αρχιεπίσκοπος Χρυσόστομος, μιλώντας στους δημοσιογράφους. Ο αγώνας του κυπριακού ελληνισμού, τόνισε, θα συνεχιστεί μέχρις εσχάτων για την απελευθέρωση και την επάνοδο των προσφύγων στις εστίες τους. Η παρουσία των τουρκικών στρατευμάτων και ο εποικισμός των κατεχομένων αποτελούν τον μεγαλύτερο κίνδυνο που αντιμετώπισε ποτέ ο ελληνισμός της μεγαλονήσου. Ευχαρίστησε τον λαό της Θεσσαλονίκης για τη θερμή υποδοχή και την αμέριστη συμπαράσταση στον αγώνα της Κύπρου. bbox=[921, 1272, 1090, 1496]
air-route-headline: ΑΕΡΟΠΟΡΙΚΗ ΓΡΑΜΜΗ ΚΑΘΙΕΡΩΝΕΙ ΕΤΑΙΡΙΑ ΤΗΣ ΤΑΝΖΑΝΙΑΣ ΜΕ ΤΗΝ ΑΘΗΝΑ bbox=[1109, 1396, 1266, 1432]
loans-headline: ΔΑΝΕΙΑ ΤΗΣ Υ.Α.Σ.Β.Ε ΚΑΤΑΓΓΕΛΛΕΙ ΒΟΥΛΕΥΤΗΣ ΔΟΘΗΚΑΝ ΠΑΡΑΝΟΜΑ bbox=[1116, 81, 1436, 157]
archbishop-photo-caption: Από την άφιξη του αρχιεπισκόπου Κύπρου κ. Χρυσοστόμου στο αεροδρόμιο της Μίκρας, όπου τον υποδέχτηκαν ιεράρχες, ο υπουργός Μακεδονίας Θράκης κ. Κιν. Μάρκος, ο νομάρχης και πλήθος κόσμου. bbox=[744, 753, 1092, 787]
section-heading-radio: ΤΟ ΡΑΔΙΟΦΩΝΟ bbox=[218, 732, 386, 777]
preveza-body: ΔΡΑΜΑ, 15.— Συνελήφθη ο 26χρονος από το Χωριστή, που μαζί με τον αδελφό του επιτέθηκαν σε 23χρονο και του αφαίρεσαν 47.000 δραχμές. bbox=[1103, 776, 1272, 835]
archbishop-arrival-photo bbox=[744, 557, 1092, 750]
radio-sub-armed-forces: Ενόπλων Δυνάμεων bbox=[217, 1103, 343, 1118]
cyprus-headline-line1: Ο ελληνισμός τής Κύπρου bbox=[627, 52, 1038, 146]
pharma-body: ΑΘΗΝΑ, 15.— Με αφορμή δημοσιεύματα σχετικά με την έλλειψη φαρμάκων, από το υπουργείο Κοινωνικών Υπηρεσιών ανακοινώθηκε ότι σε καμιά περίπτωση δεν παρατηρείται έλλειψη. Συνεργεία υπαλλήλων ελέγχουν και παρακολουθούν εντατικά τη διακίνησή τους σε φαρμακαποθήκες και φαρμακεία. bbox=[1279, 1144, 1449, 1262]
social-body-2: Στη μνήμη της αδελφής μου Ε. Αλεξανδροπούλου αντί στεφάνου κατέθεσα στην Ένωση Τυφλών Ελλάδος. Στη μνήμη της αδελφής τους κατέθεσαν στο Σωματείο για τη νοσοκομειακή περίθαλψη δραχμές 2.000 στην Ένωση Μακεδονικής Ελλάδος. bbox=[18, 189, 207, 283]
fuel-stations-body: «ΣΥΛΛΟΓΟΣ ΠΡΟΚΟΠΙΕΩΝ» Τηλ. 226-830 και 911-762. «ΧΑΡΙΣ», Εγν. Τηλ. 225-267. «ΟΜΙΛΟΣ ΨΥΧΑΓΩΓΙΑΣ», Προξένου Κορομηλά. «ΕΥΒΟΙΑ» Τηλ. 260-749 και 229-437. bbox=[217, 1395, 386, 1466]
radiology-kicker: Επισημαίνει ιατρικός σύλλογος bbox=[1164, 383, 1388, 400]
funeral-notice: Τον προσφιλή μας σύζυγον, πατέρα, αδελφόν και θείον ΝΙΚΟΛΑΟΝ ΓΚΑΜΠΕΣΗΝ, ετών 69, θανόντα κηδεύομεν σήμερον 3 μ.μ. εκ του ιερού ναού Αγίας Τριάδος. Παρακαλούμεν πάντας τους συγγενείς και φίλους όπως παρευρεθώσι. Η σύζυγος, τα τέκνα, οι αδελφοί. Αντί στεφάνων εις το Σύλλογο Καρκινοπαθών. bbox=[393, 1354, 562, 1472]
cyprus-headline-line2: διατρέχει bbox=[735, 146, 930, 192]
note-body: Τον προσφιλή μας σύζυγον, πατέρα, αδελφόν και θείον ΝΙΚΟΛΑΟΝ ΓΚΑΜΠΕΣΗΝ, ετών 69, θανόντα κηδεύομεν σήμερον 3 μ.μ. εκ του ιερού ναού Αγίας Τριάδος. Παρακαλούμεν πάντας τους συγγενείς και φίλους όπως παρευρεθώσι. Η σύζυγος, τα τέκνα, οι αδελφοί. Αντί στεφάνων εις το Σύλλογο Καρκινοπαθών. bbox=[393, 1657, 562, 1774]
station-headline: ΕΚΛΕΨΕ ΑΠΟ ΤΑΞΙ ΚΕΡΜΑΤΟΘΗΚΗ ΜΕ 112 ΔΡΑΧΜΕΣ bbox=[1115, 1156, 1260, 1194]
pharma-body-3: ΑΘΗΝΑ, 15.— Με αφορμή δημοσιεύματα σχετικά με την έλλειψη φαρμάκων, από το υπουργείο Κοινωνικών Υπηρεσιών ανακοινώθηκε ότι σε καμιά περίπτωση δεν παρατηρείται έλλειψη. Συνεργεία υπαλλήλων ελέγχουν και παρακολουθούν εντατικά τη διακίνησή τους σε φαρμακαποθήκες και φαρμακεία. bbox=[1279, 1392, 1449, 1509]
section-heading-pharmacies: ΦΑΡΜΑΚΕΙΑ bbox=[20, 971, 162, 999]
social-body: Στη μνήμη της αδελφής μου Ε. Αλεξανδροπούλου αντί στεφάνου κατέθεσα στην Ένωση Τυφλών Ελλάδος. Στη μνήμη της αδελφής τους κατέθεσαν στο Σωματείο για τη νοσοκομειακή περίθαλψη δραχμές 2.000 στην Ένωση Μακεδονικής Ελλάδος. bbox=[18, 89, 207, 183]
tv-ert-body: 18 Τα νέα μας. 18.05 Ο Πόρκυ και οι φίλοι του (Χ). 18.30 Χατζάκια του Βορρά. 18.45 Η Κύπρος κοντά μας. 19.15 Ειδήσεις. 19.20 Η ζωή στην ύπαιθρο. 20.05 Τραγούδια με τον Αντώνη Καλογιάννη. 20.45 Ειδήσεις. 21.15 Σειρά. 22.15 Αθλητική εβδομάδα. 23.15 Ειδήσεις. 23.30 Μουσικό πρόγραμμα. bbox=[217, 488, 386, 605]
fuel-stations-heading: Πού πρατήρια υγρών καυσίμων είναι ανοιχτά απόψε bbox=[232, 1346, 370, 1390]
muslim-body: ΔΡΑΜΑ, 15.— Συνελήφθη ο 26χρονος από το Χωριστή, που μαζί με τον αδελφό του επιτέθηκαν σε 23χρονο και του αφαίρεσαν 47.000 δραχμές. bbox=[1103, 1332, 1272, 1390]
cyprus-kicker: ΑΠΟ ΤΗΝ ΤΟΥΡΚΙΚΗ ΕΠΙΘΕΤΙΚΟΤΗΤΑ bbox=[573, 20, 1092, 45]
blind-article-body: ΑΘΗΝΑ, 15.— Μήνυση εναντίον δύο Αθηναίων γιατρών υπέβαλαν δύο ηλικιωμένοι ασθενείς, που έχασαν την όρασή τους μετά από εγχειρήσεις καταρράκτη. Υποστηρίζουν ότι τα εργαλεία δεν απολυμάνθηκαν πριν από τις επεμβάσεις. Ο εισαγγελέας άσκησε ποινική δίωξη και η υπόθεση διαβιβάστηκε για ανάκριση. bbox=[573, 2293, 738, 2422]
funeral-notice: Τον προσφιλή μας σύζυγον, πατέρα, αδελφόν και θείον ΝΙΚΟΛΑΟΝ ΓΚΑΜΠΕΣΗΝ, ετών 69, θανόντα κηδεύομεν σήμερον 3 μ.μ. εκ του ιερού ναού Αγίας Τριάδος. Παρακαλούμεν πάντας τους συγγενείς και φίλους όπως παρευρεθώσι. Η σύζυγος, τα τέκνα, οι αδελφοί. Αντί στεφάνων εις το Σύλλογο Καρκινοπαθών. bbox=[393, 1067, 562, 1184]
preveza-headline: ΑΠΟΣΤΡΑΤΟΣ ΛΟΧΑΓΟΣ ΚΑΙ ΥΠΟΤΡΟΦΙΑ ΣΥΝΕΑΘΗΦΘΗΣΑΝ ΓΙΑ ΠΥΡΟΒΟΛΙΣΜΟΥΣ bbox=[1115, 714, 1260, 765]
section-heading-excursions: ΕΚΔΡΟΜΕΣ bbox=[218, 1212, 350, 1239]
cyprus-body: Αγωνία και ανησυχία για το μέλλον του ελληνισμού της Κύπρου εξέφρασε ο αρχιεπίσκοπος Χρυσόστομος, μιλώντας στους δημοσιογράφους. Ο αγώνας του κυπριακού ελληνισμού, τόνισε, θα συνεχιστεί μέχρις εσχάτων για την απελευθέρωση και την επάνοδο των προσφύγων στις εστίες τους. Η παρουσία των τουρκικών στρατευμάτων και ο εποικισμός των κατεχομένων αποτελούν τον μεγαλύτερο κίνδυνο που αντιμετώπισε ποτέ ο ελληνισμός της μεγαλονήσου. Ευχαρίστησε τον λαό της Θεσσαλονίκης για τη θερμή υποδοχή και την αμέριστη συμπαράσταση στον αγώνα της Κύπρου. bbox=[744, 794, 914, 1018]
section-heading-mourning: ΠΕΝΘΗ bbox=[20, 638, 114, 665]
cyprus-body: Αγωνία και ανησυχία για το μέλλον του ελληνισμού της Κύπρου εξέφρασε ο αρχιεπίσκοπος Χρυσόστομος, μιλώντας στους δημοσιογράφους. Ο αγώνας του κυπριακού ελληνισμού, τόνισε, θα συνεχιστεί μέχρις εσχάτων για την απελευθέρωση και την επάνοδο των προσφύγων στις εστίες τους. Η παρουσία των τουρκικών στρατευμάτων και ο εποικισμός των κατεχομένων αποτελούν τον μεγαλύτερο κίνδυνο που αντιμετώπισε ποτέ ο ελληνισμός της μεγαλονήσου. Ευχαρίστησε τον λαό της Θεσσαλονίκης για τη θερμή υποδοχή και την αμέριστη συμπαράσταση στον αγώνα της Κύπρου. bbox=[573, 1578, 737, 1814]
tv-channel-ert: ΕΡΤ bbox=[217, 468, 241, 482]
loans-deck: Υποβλήθηκε μηνυτήρια άναφορά στήν εισαγγελία. Καί γιά φούρνους καί σταύλους δόθηκαν χρήματα.— bbox=[1127, 163, 1425, 219]
section-subheading-donations: Δωρεές bbox=[18, 69, 66, 84]
left-column bbox=[18, 0, 207, 2110]
drama-kicker: ΣΤΗ ΔΡΑΜΑ bbox=[1155, 563, 1220, 574]
cyprus-continued-end: Η ΣΥΝΕΧΕΙΑ ΣΤΗΝ ΠΡΟΤΕΛΕΥΤΑΙΑ ΣΕΛ. bbox=[980, 2542, 1092, 2565]
